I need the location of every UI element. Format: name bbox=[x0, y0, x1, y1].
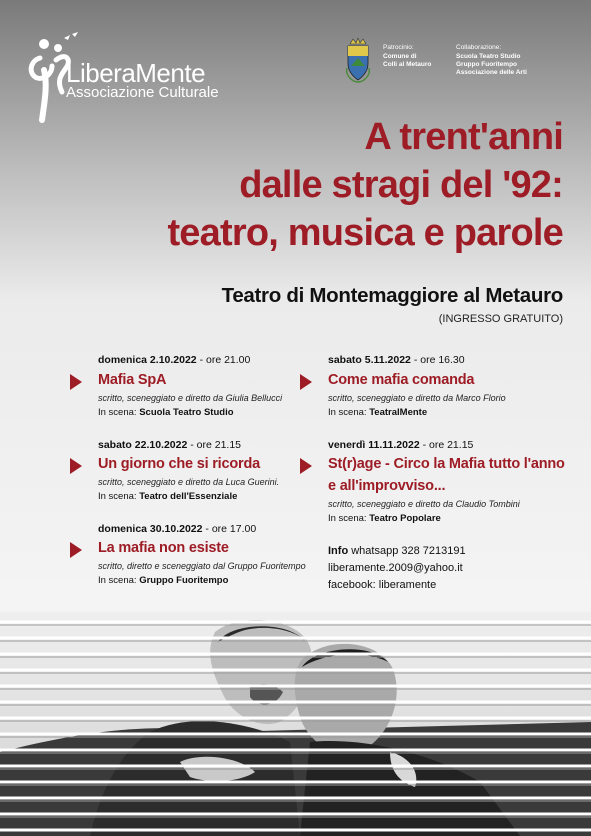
arrow-right-icon bbox=[300, 458, 312, 474]
event-date: sabato 22.10.2022 - ore 21.15 bbox=[98, 439, 242, 451]
arrow-right-icon bbox=[70, 542, 82, 558]
admission-note: (INGRESSO GRATUITO) bbox=[438, 313, 563, 325]
patronage-line: Comune di bbox=[383, 53, 417, 60]
event-title-continued: e all'improvviso... bbox=[328, 478, 446, 494]
collaboration-line: Gruppo Fuoritempo bbox=[456, 61, 518, 68]
event-title: Come mafia comanda bbox=[328, 372, 475, 388]
logo-subtitle: Associazione Culturale bbox=[66, 84, 219, 101]
venue-title: Teatro di Montemaggiore al Metauro bbox=[221, 284, 563, 307]
mural-stairs-photo bbox=[0, 612, 591, 836]
collaboration-line: Associazione delle Arti bbox=[456, 69, 527, 76]
event-date: venerdì 11.11.2022 - ore 21.15 bbox=[328, 439, 474, 451]
info-whatsapp: Info whatsapp 328 7213191 bbox=[328, 545, 466, 557]
headline-line-1: A trent'anni bbox=[364, 116, 563, 158]
event-title: St(r)age - Circo la Mafia tutto l'anno bbox=[328, 456, 565, 472]
collaboration-label: Collaborazione: bbox=[456, 44, 502, 51]
event-title: Mafia SpA bbox=[98, 372, 167, 388]
event-date: sabato 5.11.2022 - ore 16.30 bbox=[328, 354, 465, 366]
coat-of-arms-icon bbox=[345, 38, 371, 84]
info-email: liberamente.2009@yahoo.it bbox=[328, 562, 463, 574]
event-title: Un giorno che si ricorda bbox=[98, 456, 260, 472]
logo-wordmark: LiberaMente bbox=[66, 58, 206, 88]
event-credits: scritto, diretto e sceneggiato dal Gruppo Fuoritempo bbox=[98, 561, 306, 571]
event-date: domenica 2.10.2022 - ore 21.00 bbox=[98, 354, 251, 366]
collaboration-line: Scuola Teatro Studio bbox=[456, 53, 521, 60]
patronage-label: Patrocinio: bbox=[383, 44, 414, 51]
arrow-right-icon bbox=[300, 374, 312, 390]
patronage-line: Colli al Metauro bbox=[383, 61, 432, 68]
headline-line-2: dalle stragi del '92: bbox=[239, 164, 563, 206]
event-title: La mafia non esiste bbox=[98, 540, 229, 556]
event-credits: scritto, sceneggiato e diretto da Marco Florio bbox=[328, 393, 506, 403]
arrow-right-icon bbox=[70, 458, 82, 474]
arrow-right-icon bbox=[70, 374, 82, 390]
event-date: domenica 30.10.2022 - ore 17.00 bbox=[98, 523, 257, 535]
event-cast: In scena: TeatralMente bbox=[328, 407, 428, 418]
event-cast: In scena: Scuola Teatro Studio bbox=[98, 407, 234, 418]
event-credits: scritto, sceneggiato e diretto da Luca Guerini. bbox=[98, 477, 280, 487]
info-facebook: facebook: liberamente bbox=[328, 579, 437, 591]
event-cast: In scena: Teatro dell'Essenziale bbox=[98, 491, 238, 502]
event-cast: In scena: Teatro Popolare bbox=[328, 513, 441, 524]
event-cast: In scena: Gruppo Fuoritempo bbox=[98, 575, 229, 586]
event-credits: scritto, sceneggiato e diretto da Giulia Bellucci bbox=[98, 393, 283, 403]
event-credits: scritto, sceneggiato e diretto da Claudio Tombini bbox=[328, 499, 520, 509]
headline-line-3: teatro, musica e parole bbox=[167, 212, 563, 254]
